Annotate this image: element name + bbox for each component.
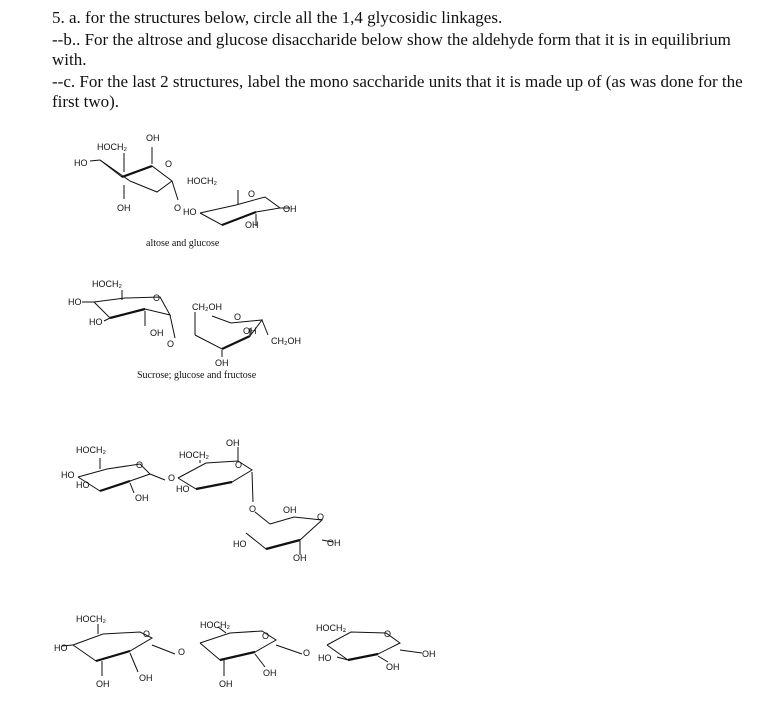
s1-oh-bottom: OH [117,203,131,213]
s3-o-ring: O [136,460,144,470]
s1-caption: altose and glucose [146,238,220,249]
s1-o-link: O [174,203,182,213]
question-part-c: --c. For the last 2 structures, label the mono saccharide units that it is made up of (as was done for the first two). [52,72,743,111]
s3-hoch2-a: HOCH₂ [76,445,106,455]
s4-oh-f: OH [386,662,400,672]
question-part-a: 5. a. for the structures below, circle all the 1,4 glycosidic linkages. [52,8,503,27]
structure-1 [74,133,297,249]
s3-ho-d: HO [233,539,247,549]
s4-o-ring3: O [384,629,392,639]
s3-hoch2-b: HOCH₂ [179,450,209,460]
s1-ring1-edges [100,160,172,192]
s1-ho-mid: HO [183,207,197,217]
s4-oh-c: OH [263,668,277,678]
s4-hoch2-b: HOCH₂ [200,620,230,630]
s4-oh-d: OH [219,679,233,689]
s1-o-ring2: O [248,189,256,199]
s2-o-ring2: O [234,312,242,322]
s3-oh-top: OH [226,438,240,448]
s3-o-ring3: O [317,512,325,522]
structure-4 [54,614,436,689]
s1-hoch2-a: HOCH₂ [97,142,127,152]
structure-2 [68,279,301,381]
s4-o-link2: O [303,648,311,658]
s1-hoch2-b: HOCH₂ [187,176,217,186]
s3-oh-a: OH [135,493,149,503]
s2-ch2oh-a: CH₂OH [192,302,222,312]
s2-hoch2: HOCH₂ [92,279,122,289]
s3-ho-c: HO [176,484,190,494]
s1-oh-top: OH [146,133,160,143]
s4-o-ring2: O [262,631,270,641]
s2-ch2oh-b: CH₂OH [271,336,301,346]
s4-hoch2-a: HOCH₂ [76,614,106,624]
s3-oh-c: OH [327,538,341,548]
s2-ho-top: HO [68,297,82,307]
s1-ho-left: HO [74,158,88,168]
structure-3 [61,438,341,563]
s4-ho-b: HO [318,653,332,663]
s3-oh-d: OH [293,553,307,563]
s2-oh-bottom: OH [215,358,229,368]
s1-o-ring: O [165,159,173,169]
s3-oh-b: OH [283,505,297,515]
s4-oh-a: OH [96,679,110,689]
s2-caption: Sucrose; glucose and fructose [137,370,257,381]
s1-oh-right: OH [283,204,297,214]
s3-o-ring2: O [235,460,243,470]
s3-o-link: O [168,473,176,483]
s2-o-link: O [167,339,175,349]
s3-o-link2: O [249,504,257,514]
s4-o-link: O [178,647,186,657]
s2-oh: OH [150,328,164,338]
s2-ho-mid: HO [89,317,103,327]
s2-o-ring: O [153,293,161,303]
s4-o-ring: O [143,629,151,639]
s4-hoch2-c: HOCH₂ [316,623,346,633]
question-part-b: --b.. For the altrose and glucose disaccharide below show the aldehyde form that it is in equilibrium with. [52,30,731,69]
s3-ho-a: HO [61,470,75,480]
s2-oh2: OH [243,326,257,336]
s3-ho-b: HO [76,480,90,490]
s1-oh-bottom2: OH [245,220,259,230]
s4-oh-b: OH [139,673,153,683]
s4-ho-a: HO [54,643,68,653]
s4-oh-e: OH [422,649,436,659]
